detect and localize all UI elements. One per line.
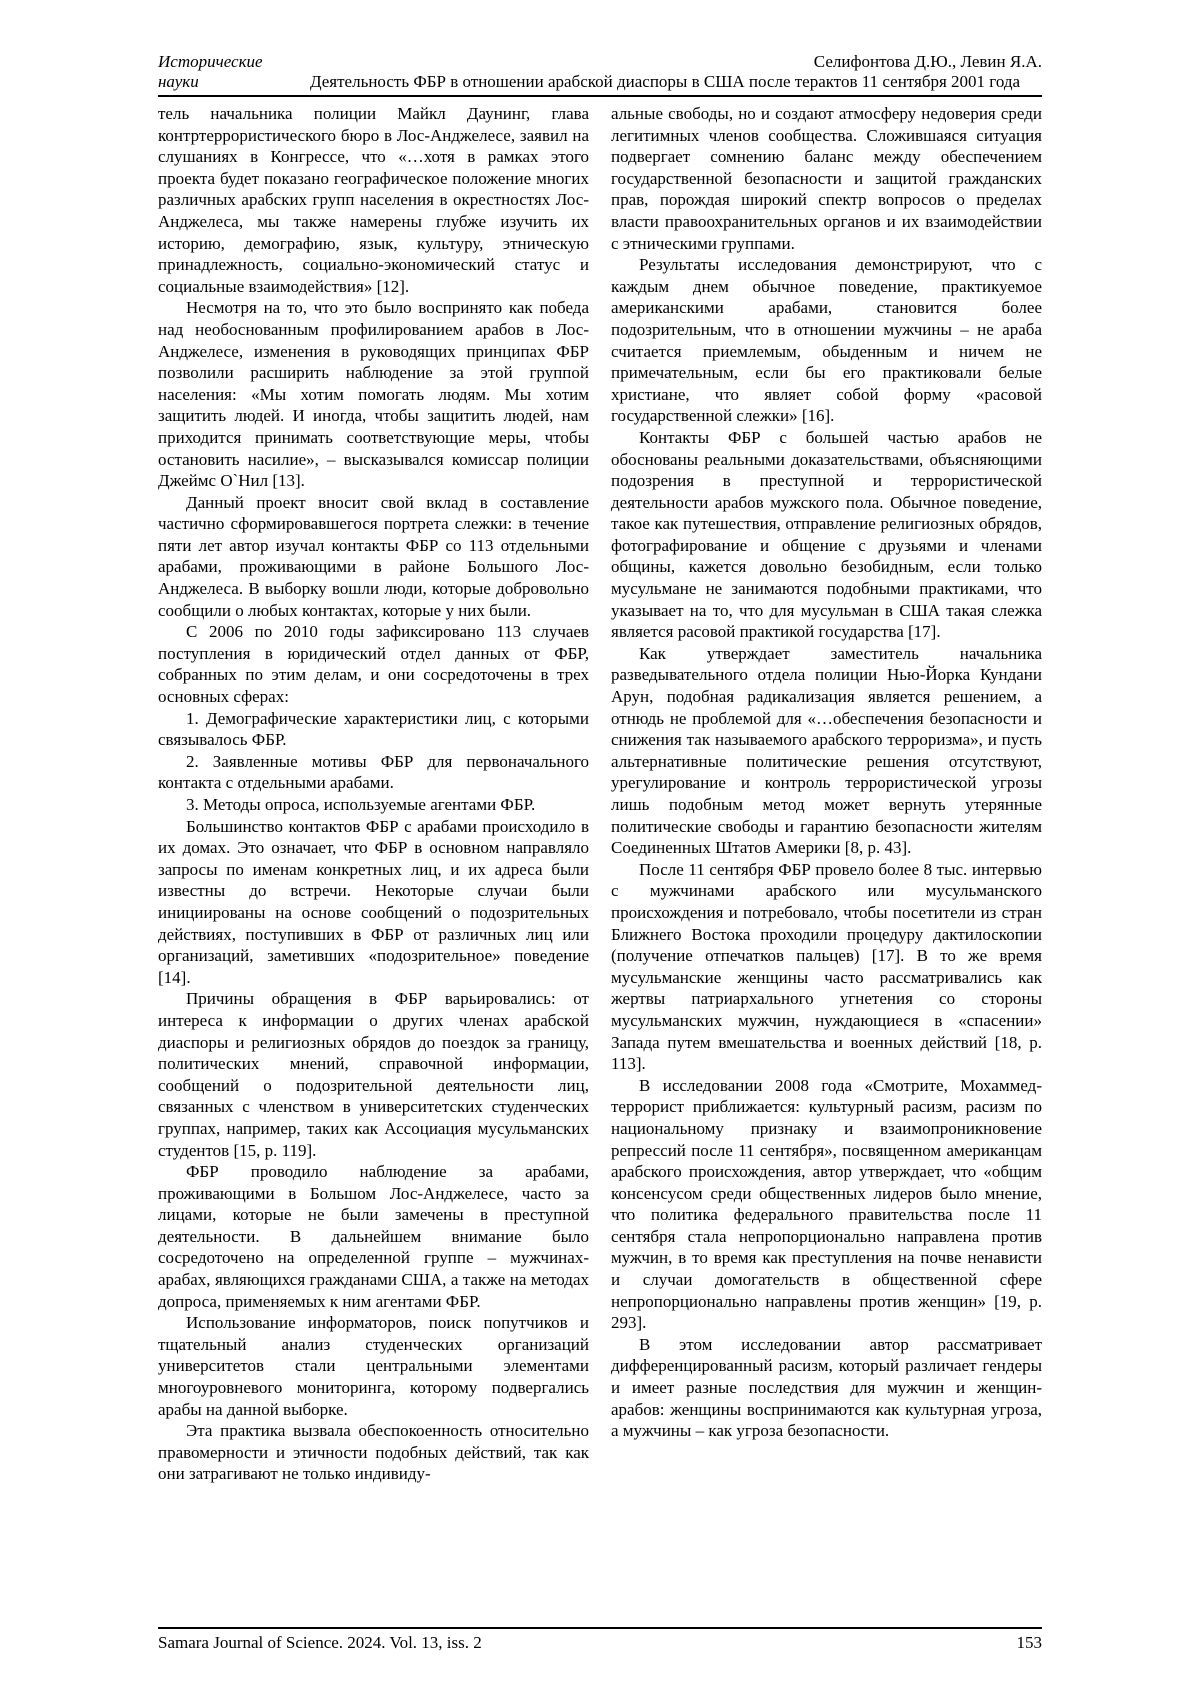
paragraph: Данный проект вносит свой вклад в составление частично сформировавшегося портрета слежки: в течение пяти лет автор изучал контакты ФБР со 113 отдельными арабами, проживающими в районе Большого Лос-Анджелеса. В выборку вошли люди, которые добровольно сообщили о любых контактах, которые у них были. bbox=[158, 492, 589, 620]
list-item-paragraph: 1. Демографические характеристики лиц, с которыми связывалось ФБР. bbox=[158, 708, 589, 750]
right-column bbox=[611, 103, 1042, 1485]
header-row-2 bbox=[158, 72, 1042, 92]
authors: Селифонтова Д.Ю., Левин Я.А. bbox=[813, 52, 1042, 71]
paragraph: В исследовании 2008 года «Смотрите, Мохаммед-террорист приближается: культурный расизм, расизм по национальному признаку и взаимопроникновение репрессий после 11 сентября», посвященном американцам арабского происхождения, автор утверждает, что «общим консенсусом среди общественных лидеров было мнение, что политика федерального правительства после 11 сентября стала непропорционально направлена против мужчин, в то время как преступления на почве ненависти и случаи домогательств в общественной сфере непропорционально направлены против женщин» [19, p. 293]. bbox=[611, 1075, 1042, 1333]
article-title: Деятельность ФБР в отношении арабской диаспоры в США после терактов 11 сентября 2001 года bbox=[309, 72, 1021, 91]
page-footer bbox=[158, 1627, 1042, 1653]
header-row-1 bbox=[158, 52, 1042, 72]
paragraph: Использование информаторов, поиск попутчиков и тщательный анализ студенческих организаций университетов стали центральными элементами многоуровневого мониторинга, которому подвергались арабы на данной выборке. bbox=[158, 1313, 589, 1419]
page-header bbox=[158, 52, 1042, 97]
paragraph: Большинство контактов ФБР с арабами происходило в их домах. Это означает, что ФБР в основном направляло запросы по именам конкретных лиц, и их адреса были известны до встречи. Некоторые случаи были инициированы на основе сообщений о подозрительных действиях, поступивших в ФБР от различных лиц или организаций, заметивших «подозрительное» поведение [14]. bbox=[158, 816, 589, 987]
left-column bbox=[158, 103, 589, 1485]
paragraph: После 11 сентября ФБР провело более 8 тыс. интервью с мужчинами арабского или мусульманского происхождения и потребовало, чтобы посетители из стран Ближнего Востока проходили процедуру дактилоскопии (получение отпечатков пальцев) [17]. В то же время мусульманские женщины часто рассматривались как жертвы патриархального угнетения со стороны мусульманских мужчин, нуждающиеся в «спасении» Запада путем вмешательства и военных действий [18, p. 113]. bbox=[611, 859, 1042, 1074]
paragraph: Несмотря на то, что это было воспринято как победа над необоснованным профилированием арабов в Лос-Анджелесе, изменения в руководящих принципах ФБР позволили расширить наблюдение за этой группой населения: «Мы хотим помогать людям. Мы хотим защитить людей. И иногда, чтобы защитить людей, нам приходится принимать соответствующие меры, чтобы остановить насилие», – высказывался комиссар полиции Джеймс О`Нил [13]. bbox=[158, 298, 589, 491]
list-item-paragraph: 3. Методы опроса, используемые агентами ФБР. bbox=[186, 795, 536, 814]
section-name-line1: Исторические bbox=[158, 52, 263, 71]
paragraph: ФБР проводило наблюдение за арабами, проживающими в Большом Лос-Анджелесе, часто за лицами, которые не были замечены в преступной деятельности. В дальнейшем внимание было сосредоточено на определенной группе – мужчинах-арабах, являющихся гражданами США, а также на методах допроса, применяемых к ним агентами ФБР. bbox=[158, 1162, 589, 1311]
paragraph: альные свободы, но и создают атмосферу недоверия среди легитимных членов сообщества. Сложившаяся ситуация подвергает сомнению баланс между обеспечением государственной безопасности и защитой гражданских прав, порождая широкий спектр вопросов о пределах власти правоохранительных органов и их взаимодействии с этническими группами. bbox=[611, 104, 1042, 253]
paragraph: С 2006 по 2010 годы зафиксировано 113 случаев поступления в юридический отдел данных от ФБР, собранных по этим делам, и они сосредоточены в трех основных сферах: bbox=[158, 622, 589, 707]
paragraph: Как утверждает заместитель начальника разведывательного отдела полиции Нью-Йорка Кундани Арун, подобная радикализация является решением, а отнюдь не проблемой для «…обеспечения безопасности и снижения так называемого арабского терроризма», и пусть альтернативные политические решения отсутствуют, урегулирование и контроль террористической угрозы лишь подобным метод может вернуть утерянные политические свободы и гарантию безопасности жителям Соединенных Штатов Америки [8, p. 43]. bbox=[611, 643, 1042, 858]
journal-name: Samara Journal of Science. 2024. Vol. 13, iss. 2 bbox=[158, 1633, 482, 1652]
paragraph: Эта практика вызвала обеспокоенность относительно правомерности и этичности подобных действий, так как они затрагивают не только индивиду- bbox=[158, 1421, 589, 1484]
paragraph: Результаты исследования демонстрируют, что с каждым днем обычное поведение, практикуемое американскими арабами, становится более подозрительным, что в отношении мужчины – не араба считается приемлемым, обыденным и ничем не примечательным, если бы его практиковали белые христиане, что являет собой форму «расовой государственной слежки» [16]. bbox=[611, 255, 1042, 426]
article-body bbox=[158, 103, 1042, 1485]
paragraph: Контакты ФБР с большей частью арабов не обоснованы реальными доказательствами, объясняющими подозрения в преступной и террористической деятельности арабов мужского пола. Обычное поведение, такое как путешествия, отправление религиозных обрядов, фотографирование и общение с друзьями и членами общины, кажется довольно безобидным, если только мусульмане не занимаются подобными практиками, что указывает на то, что для мусульман в США такая слежка является расовой практикой государства [17]. bbox=[611, 427, 1042, 642]
page-number: 153 bbox=[1016, 1633, 1042, 1652]
paragraph: В этом исследовании автор рассматривает дифференцированный расизм, который различает гендеры и имеет разные последствия для мужчин и женщин-арабов: женщины воспринимаются как культурная угроза, а мужчины – как угроза безопасности. bbox=[611, 1334, 1042, 1441]
list-item-paragraph: 2. Заявленные мотивы ФБР для первоначального контакта с отдельными арабами. bbox=[158, 751, 589, 793]
paragraph: Причины обращения в ФБР варьировались: от интереса к информации о других членах арабской диаспоры и религиозных обрядов до поездок за границу, политических мнений, справочной информации, сообщений о подозрительной деятельности лиц, связанных с членством в университетских студенческих группах, например, таких как Ассоциация мусульманских студентов [15, p. 119]. bbox=[158, 989, 589, 1160]
section-name-line2: науки bbox=[158, 72, 199, 91]
paragraph: тель начальника полиции Майкл Даунинг, глава контртеррористического бюро в Лос-Анджелесе, заявил на слушаниях в Конгрессе, что «…хотя в рамках этого проекта будет показано географическое положение многих различных арабских групп населения в окрестностях Лос-Анджелеса, мы также намерены глубже изучить их историю, демографию, язык, культуру, этническую принадлежность, социально-экономический статус и социальные взаимодействия» [12]. bbox=[158, 104, 589, 296]
